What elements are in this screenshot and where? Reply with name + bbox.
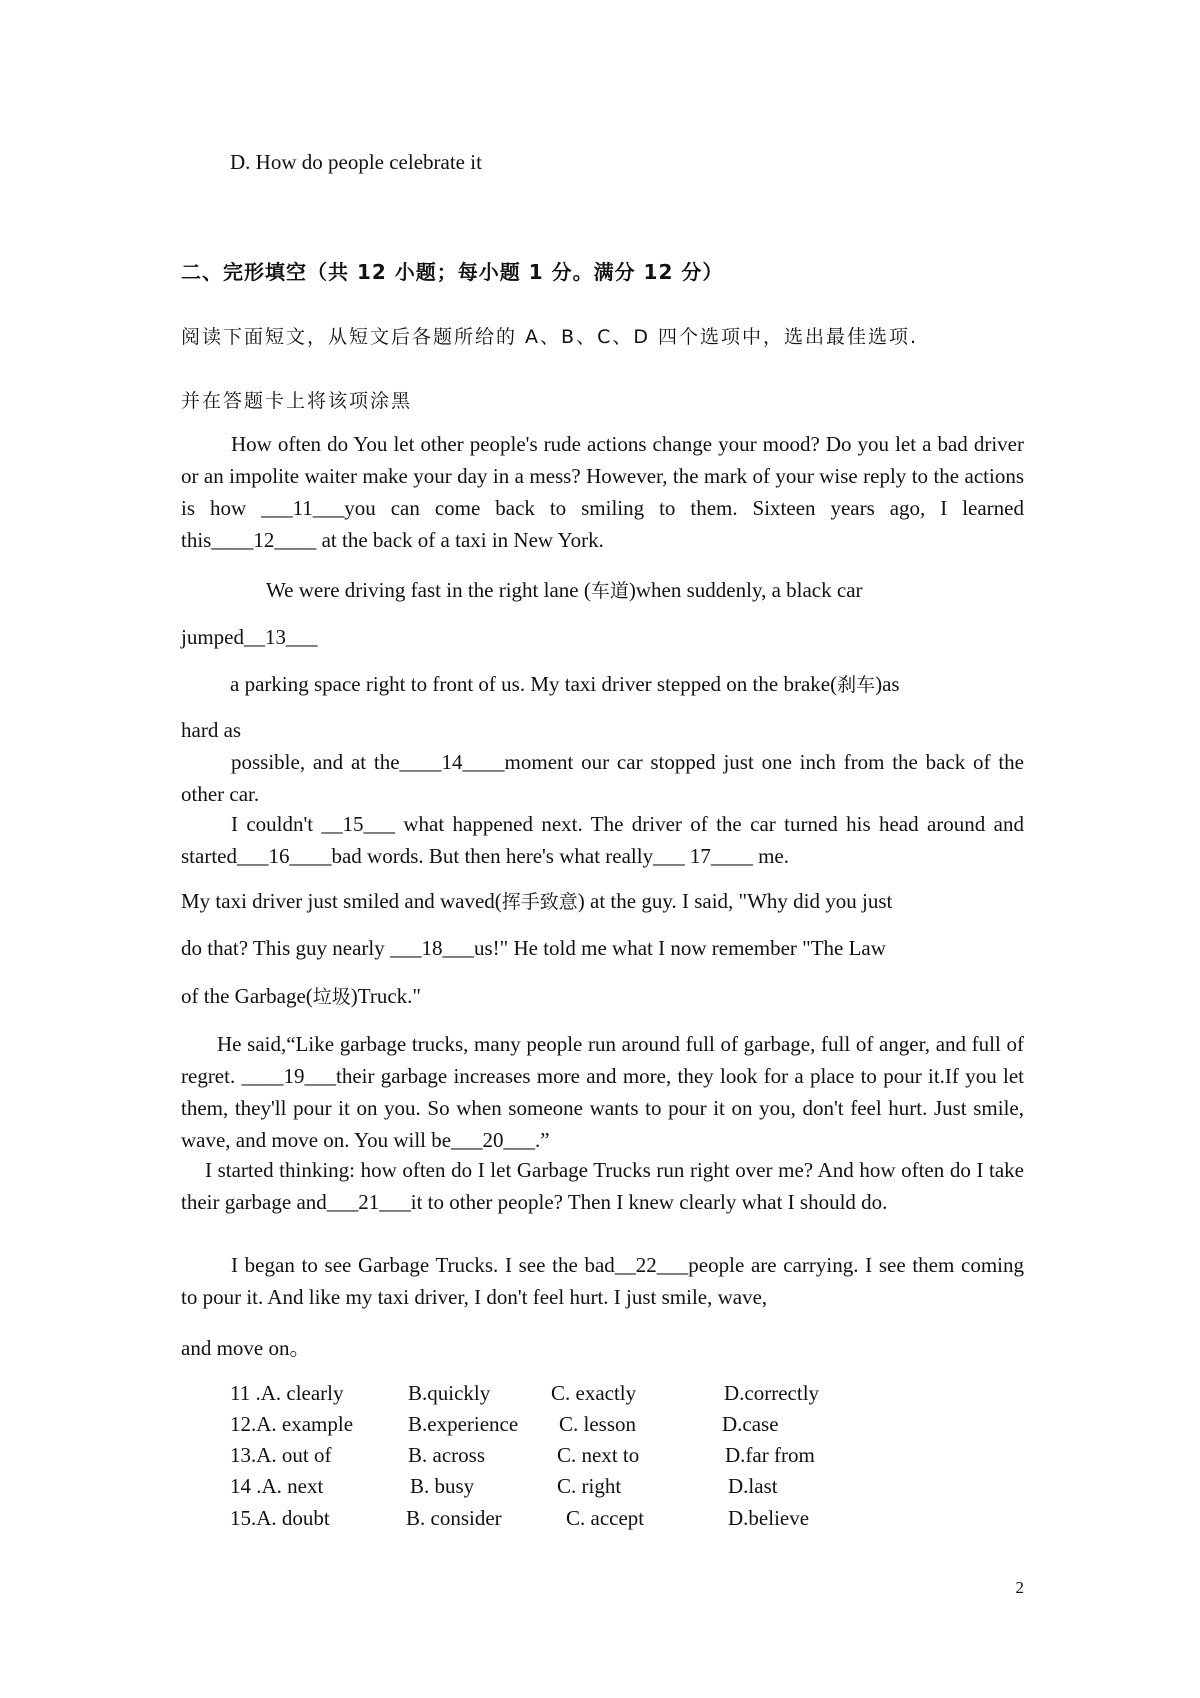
passage-paragraph-2-line-2: jumped__13___ — [181, 625, 318, 649]
section-instructions-line-1: 阅读下面短文，从短文后各题所给的 A、B、C、D 四个选项中，选出最佳选项. — [181, 326, 919, 348]
question-13-option-d[interactable]: D.far from — [725, 1443, 815, 1467]
question-12-option-d[interactable]: D.case — [722, 1412, 779, 1436]
chinese-gloss: 挥手致意 — [501, 891, 578, 913]
page-number: 2 — [1015, 1578, 1024, 1597]
passage-text-part: )when suddenly, a black car — [628, 578, 863, 602]
question-14-option-b[interactable]: B. busy — [410, 1474, 475, 1498]
passage-text — [181, 887, 892, 916]
chinese-gloss: 刹车 — [837, 674, 876, 696]
passage-paragraph-3-line-2: hard as — [181, 718, 242, 742]
chinese-gloss: 垃圾 — [312, 986, 351, 1008]
question-13-option-a[interactable]: 13.A. out of — [230, 1443, 332, 1467]
passage-paragraph-5-line-4: do that? This guy nearly ___18___us!" He told me what I now remember "The Law — [181, 936, 886, 960]
question-15-option-a[interactable]: 15.A. doubt — [230, 1506, 330, 1530]
question-15-option-b[interactable]: B. consider — [406, 1506, 502, 1530]
passage-paragraph-2-line-1 — [266, 576, 1024, 605]
passage-text — [266, 576, 863, 605]
section-instructions-line-2: 并在答题卡上将该项涂黑 — [181, 390, 413, 412]
question-14-option-d[interactable]: D.last — [728, 1474, 778, 1498]
question-11-option-b[interactable]: B.quickly — [408, 1381, 491, 1405]
question-11-option-a[interactable]: 11 .A. clearly — [230, 1381, 344, 1405]
passage-paragraph-3-line-1 — [230, 670, 900, 699]
question-12-option-c[interactable]: C. lesson — [559, 1412, 637, 1436]
question-13-option-b[interactable]: B. across — [408, 1443, 485, 1467]
question-13-option-c[interactable]: C. next to — [557, 1443, 640, 1467]
chinese-gloss: 车道 — [590, 580, 629, 602]
section-heading: 二、完形填空（共 12 小题；每小题 1 分。满分 12 分） — [181, 260, 724, 284]
question-14-option-c[interactable]: C. right — [557, 1474, 622, 1498]
passage-text-part: My taxi driver just smiled and waved( — [181, 889, 502, 913]
passage-text-part: a parking space right to front of us. My taxi driver stepped on the brake( — [230, 672, 838, 696]
passage-text-part: )as — [875, 672, 900, 696]
question-11-option-d[interactable]: D.correctly — [724, 1381, 820, 1405]
passage-paragraph-1: How often do You let other people's rude actions change your mood? Do you let a bad driver or an impolite waiter make your day in a mess? However, the mark of your wise reply to the actions is how ___11___you can come back to smiling to them. Sixteen years ago, I learned this____12____ at the back of a taxi in New York. — [181, 432, 1024, 552]
passage-paragraph-5-line-5 — [181, 982, 421, 1011]
passage-paragraph-6: He said,“Like garbage trucks, many people run around full of garbage, full of anger, and full of regret. ____19___their garbage increases more and more, they look for a place to pour it.If you let them, they'll pour it on you. So when someone wants to pour it on you, don't feel hurt. Just smile, wave, and move on. You will be___20___.” — [181, 1032, 1024, 1152]
question-12-option-a[interactable]: 12.A. example — [230, 1412, 354, 1436]
passage-paragraph-8: I began to see Garbage Trucks. I see the bad__22___people are carrying. I see them coming to pour it. And like my taxi driver, I don't feel hurt. I just smile, wave, — [181, 1253, 1024, 1309]
passage-text-part: ) at the guy. I said, "Why did you just — [577, 889, 893, 913]
passage-paragraph-8-end: and move on。 — [181, 1336, 311, 1360]
passage-text-part: of the Garbage( — [181, 984, 313, 1008]
question-15-option-d[interactable]: D.believe — [728, 1506, 810, 1530]
passage-text-part: )Truck." — [350, 984, 421, 1008]
passage-paragraph-4: possible, and at the____14____moment our car stopped just one inch from the back of the other car. — [181, 750, 1024, 806]
passage-paragraph-7: I started thinking: how often do I let Garbage Trucks run right over me? And how often do I take their garbage and___21___it to other people? Then I knew clearly what I should do. — [181, 1158, 1024, 1214]
passage-paragraph-5-line-3 — [181, 887, 1024, 916]
passage-paragraph-5: I couldn't __15___ what happened next. The driver of the car turned his head around and started___16____bad words. But then here's what really___ 17____ me. — [181, 812, 1024, 868]
question-11-option-c[interactable]: C. exactly — [551, 1381, 637, 1405]
passage-text-part: We were driving fast in the right lane ( — [266, 578, 591, 602]
question-15-option-c[interactable]: C. accept — [566, 1506, 645, 1530]
question-14-option-a[interactable]: 14 .A. next — [230, 1474, 324, 1498]
question-12-option-b[interactable]: B.experience — [408, 1412, 519, 1436]
previous-question-option-d: D. How do people celebrate it — [230, 150, 482, 174]
